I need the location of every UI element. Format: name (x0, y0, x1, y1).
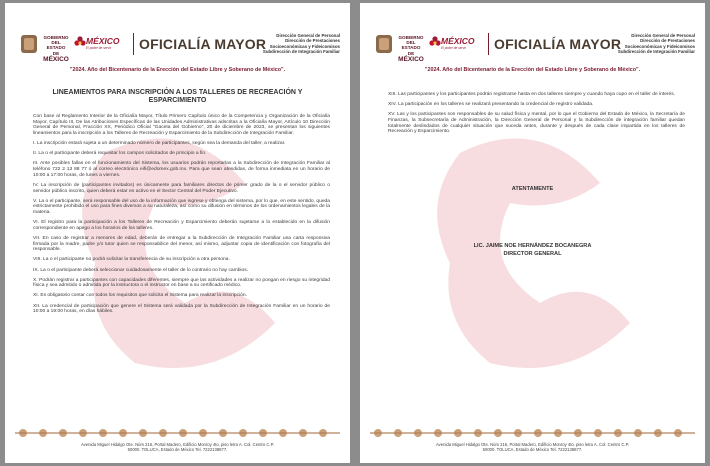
intro-paragraph: Con base al Reglamento Interior de la Oficialía Mayor, Título Primero Capítulo único de la Competencia y Organización de la Oficialía Mayor, Capítulo III, De las Atribuciones Específicas de las Unidades Administrativas adscritas a la Oficialía Mayor, Artículo 10 Dirección General de Personal, Fracción XX, Periódico Oficial "Gaceta del Gobierno", 20 de diciembre de 2023, se presentan los siguientes lineamientos para la inscripción a los Talleres de Recreación y Esparcimiento de la Subdirección de Integración Familiar. (33, 114, 330, 137)
guideline-item: VII. En caso de registrar a menores de edad, deberán de entregar a la Subdirección de Integración Familiar una carta responsiva firmada por la madre, padre y/o tutor quien se responsabilice del menor, así mismo, adjuntar copia de identificación con fotografía del responsable. (33, 235, 330, 253)
signature-block (360, 243, 705, 258)
edomex-logo: MÉXICO El poder de servir (74, 33, 132, 55)
header-divider (488, 33, 489, 55)
footer-address: Avenida Miguel Hidalgo Ote. Núm 216, Portal Madero, Edificio Monroy 4to. piso letra A. Col. Centro C.P. 50000. TOLUCA, Estado de México Tel. 7222138877. (80, 442, 275, 453)
guideline-item: XV. Las y los participantes son responsables de su salud física y mental, por lo que el Gobierno del Estado de México, la Secretaría de Finanzas, la Subsecretaría de Administración, la Dirección General de Personal y la Subdirección de integración familiar quedan totalmente deslindados de cualquier situación que suceda antes, durante y después de cada clase impartida en los talleres de Recreación y Esparcimiento. (388, 112, 685, 135)
edomex-logo: MÉXICO El poder de servir (429, 33, 487, 55)
guideline-item: XIV. La participación en los talleres se realizará presentando la credencial de registro validada. (388, 102, 594, 108)
guideline-item: IV. La inscripción de (participantes invitados) es únicamente para familiares directos de primer grado de la o el servidor público o servidor público inscrito, quien deberá estar en activo en el Sector Central del Poder Ejecutivo. (33, 182, 330, 194)
decorative-border (370, 427, 695, 439)
department-lines: Dirección General de Personal Dirección de Prestaciones Socioeconómicas y Fideicomisos Subdirección de Integración Familiar (617, 33, 695, 54)
guideline-item: X. Podrán registrar a participantes con capacidades diferentes, siempre que las actividades a realizar no pongan en riesgo su integridad física y sea admitido o admitida por la instructora o el instructor en base a su certificado médico. (33, 277, 330, 289)
guideline-item: III. Ante posibles fallas en el funcionamiento del Sistema, los usuarios podrán reportarlas a la Subdirección de Integración Familiar al teléfono 722 2 13 88 77 ó al correo electrónico eifi@edomex.gob.mx. Para que sean atendidas, de forma inmediata en un horario de 10:00 a 17:00 horas, de lunes a viernes. (33, 161, 330, 178)
government-label: GOBIERNO DEL ESTADO DE MÉXICO (43, 35, 69, 63)
guideline-item: VIII. La o el participante no podrá solicitar la transferencia de su inscripción a otra persona. (33, 257, 230, 263)
letterhead (374, 33, 695, 63)
guideline-item: VI. El registro para la participación a los Talleres de Recreación y Esparcimiento deberán sujetarse a lo establecido en la difusión correspondiente en apego a los horarios de los talleres. (33, 220, 330, 231)
guideline-item: XI. Es obligatorio contar con todos los requisitos que solicita el Sistema para realizar la inscripción. (33, 293, 247, 299)
guideline-item: V. La o el participante, será responsable del uso de la información que ingrese y obtenga del sistema, por lo que, en este sentido, queda estrictamente prohibido el uso para fines diversos a su naturaleza, así como su difusión en términos de los ordenamientos legales de la materia. (33, 198, 330, 216)
document-body (388, 92, 685, 139)
government-label: GOBIERNO DEL ESTADO DE MÉXICO (398, 35, 424, 63)
document-title: LINEAMIENTOS PARA INSCRIPCIÓN A LOS TALLERES DE RECREACIÓN Y ESPARCIMIENTO (52, 89, 303, 105)
watermark-bird (420, 123, 660, 423)
state-seal-icon (374, 33, 394, 55)
guideline-item: IX. La o el participante deberá seleccionar cuidadosamente el taller de lo contrario no hay cambios. (33, 267, 249, 273)
header-divider (133, 33, 134, 55)
office-title: OFICIALÍA MAYOR (494, 36, 622, 52)
guideline-item: II. La o el participante deberá requisitar los campos solicitados de principio a fin. (33, 151, 207, 157)
year-motto: "2024. Año del Bicentenario de la Erección del Estado Libre y Soberano de México". (424, 67, 641, 73)
document-body (33, 114, 330, 319)
state-seal-icon (19, 33, 39, 55)
guideline-item: XII. La credencial de participación que genere el Sistema será validada por la Subdirección de Integración Familiar en un horario de 10:00 a 19:00 horas, en días hábiles. (33, 303, 330, 315)
decorative-border (15, 427, 340, 439)
closing-salutation: ATENTAMENTE (511, 186, 554, 192)
flower-icon (429, 36, 441, 48)
year-motto: "2024. Año del Bicentenario de la Erección del Estado Libre y Soberano de México". (69, 67, 286, 73)
signer-title: DIRECTOR GENERAL (503, 250, 562, 257)
flower-icon (74, 36, 86, 48)
department-lines: Dirección General de Personal Dirección de Prestaciones Socioeconómicas y Fideicomisos Subdirección de Integración Familiar (262, 33, 340, 54)
document-page-2 (360, 3, 705, 463)
guideline-item: I. La inscripción estará sujeta a un determinado número de participantes, según sea la demanda del taller, a realizar. (33, 141, 286, 147)
document-page-1 (5, 3, 350, 463)
footer-address: Avenida Miguel Hidalgo Ote. Núm 216, Portal Madero, Edificio Monroy 4to. piso letra A. Col. Centro C.P. 50000. TOLUCA, Estado de México Tel. 7222138877. (435, 442, 630, 453)
signer-name: LIC. JAIME NOE HERNÁNDEZ BOCANEGRA (473, 243, 592, 249)
office-title: OFICIALÍA MAYOR (139, 36, 267, 52)
letterhead (19, 33, 340, 63)
guideline-item: XIII. Las participantes y los participantes podrán registrarse hasta en dos talleres siempre y cuando haya cupo en el taller de interés. (388, 92, 676, 97)
